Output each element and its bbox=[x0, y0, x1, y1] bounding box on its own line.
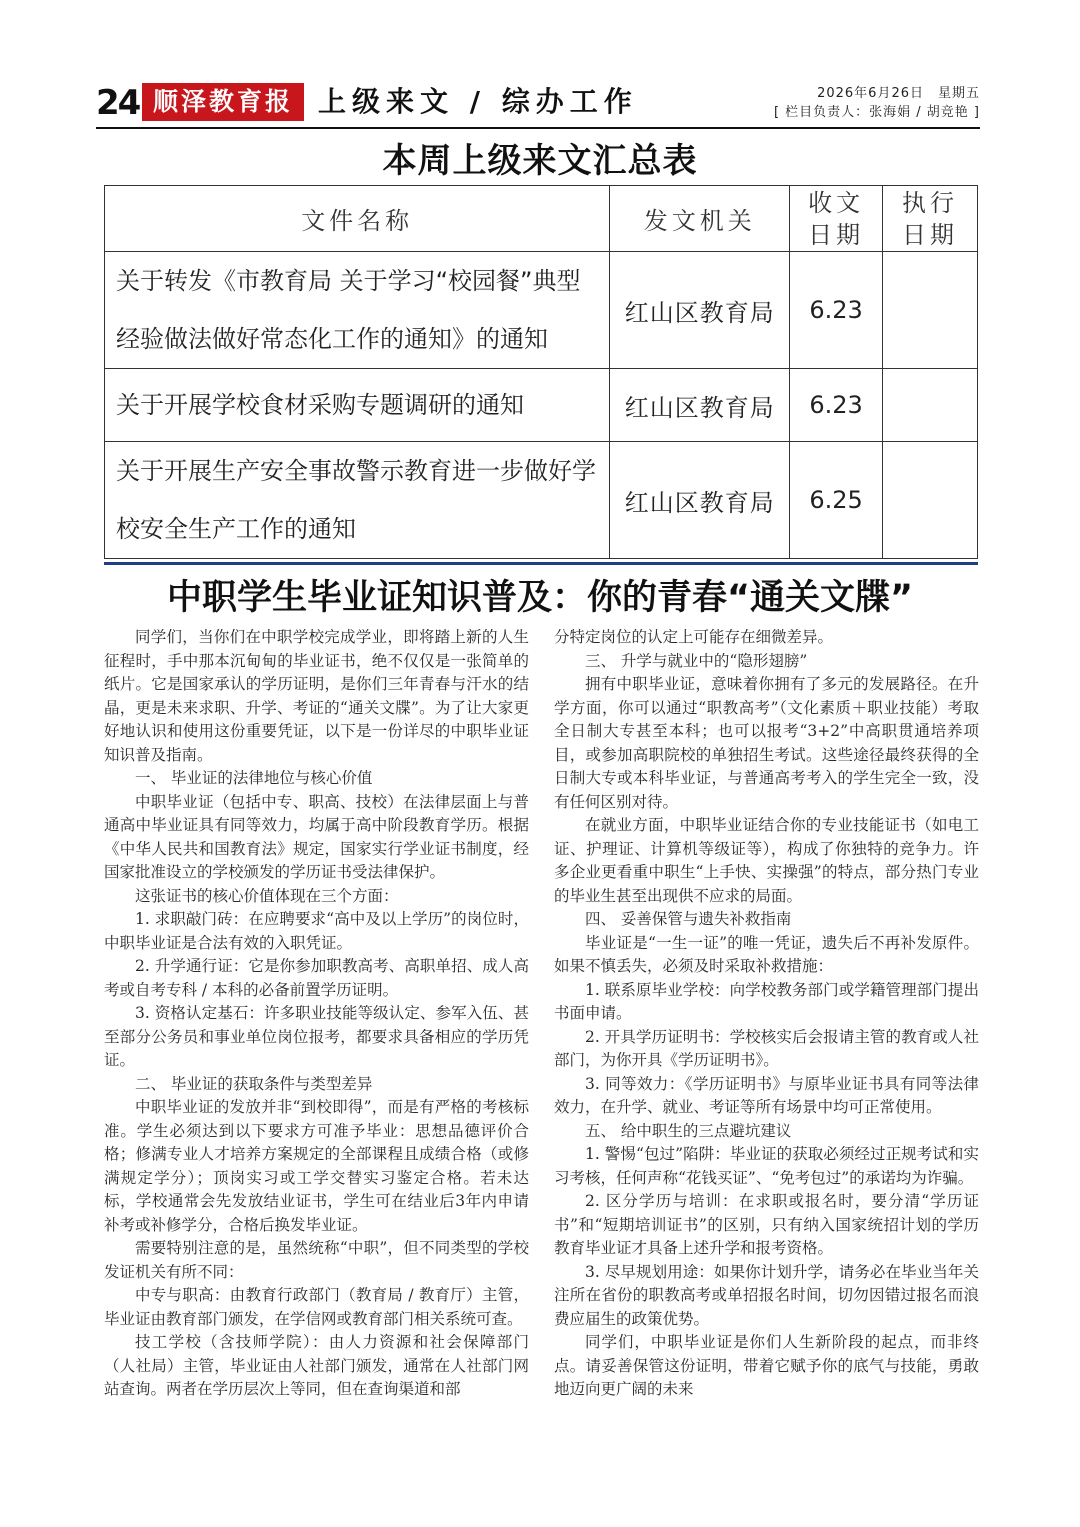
article-paragraph: 中专与职高：由教育行政部门（教育局 / 教育厅）主管，毕业证由教育部门颁发，在学信网或教育部门相关系统可查。 bbox=[104, 1286, 529, 1328]
article-paragraph: 同学们，当你们在中职学校完成学业，即将踏上新的人生征程时，手中那本沉甸甸的毕业证书，绝不仅仅是一张简单的纸片。它是国家承认的学历证明，是你们三年青春与汗水的结晶，更是未来求职、升学、考证的“通关文牒”。为了让大家更好地认识和使用这份重要凭证，以下是一份详尽的中职毕业证知识普及指南。 bbox=[104, 628, 529, 764]
document-name: 关于开展学校食材采购专题调研的通知 bbox=[105, 369, 610, 442]
section-heading: 四、 妥善保管与遗失补救指南 bbox=[585, 910, 792, 928]
article-paragraph: 需要特别注意的是，虽然统称“中职”，但不同类型的学校发证机关有所不同： bbox=[104, 1239, 529, 1281]
table-row bbox=[105, 369, 978, 442]
article-paragraph: 中职毕业证的发放并非“到校即得”，而是有严格的考核标准。学生必须达到以下要求方可准予毕业：思想品德评价合格；修满专业人才培养方案规定的全部课程且成绩合格（或修满规定学分）；顶岗实习或工学交替实习鉴定合格。若未达标，学校通常会先发放结业证书，学生可在结业后3年内申请补考或补修学分，合格后换发毕业证。 bbox=[104, 1098, 529, 1234]
list-item: 1. 警惕“包过”陷阱：毕业证的获取必须经过正规考试和实习考核，任何声称“花钱买证”、“免考包过”的承诺均为诈骗。 bbox=[554, 1145, 979, 1187]
article-paragraph: 在就业方面，中职毕业证结合你的专业技能证书（如电工证、护理证、计算机等级证等），构成了你独特的竞争力。许多企业更看重中职生“上手快、实操强”的特点，部分热门专业的毕业生甚至出现供不应求的局面。 bbox=[554, 816, 979, 905]
document-name: 关于开展生产安全事故警示教育进一步做好学校安全生产工作的通知 bbox=[105, 442, 610, 559]
article-paragraph: 分特定岗位的认定上可能存在细微差异。 bbox=[554, 628, 834, 646]
page-number: 24 bbox=[96, 83, 140, 123]
article-paragraph: 拥有中职毕业证，意味着你拥有了多元的发展路径。在升学方面，你可以通过“职教高考”（文化素质＋职业技能）考取全日制大专甚至本科；也可以报考“3+2”中高职贯通培养项目，或参加高职院校的单独招生考试。这些途径最终获得的全日制大专或本科毕业证，与普通高考考入的学生完全一致，没有任何区别对待。 bbox=[554, 675, 979, 811]
table-row bbox=[105, 442, 978, 559]
table-title: 本周上级来文汇总表 bbox=[382, 141, 698, 181]
article-paragraph: 中职毕业证（包括中专、职高、技校）在法律层面上与普通高中毕业证具有同等效力，均属于高中阶段教育学历。根据《中华人民共和国教育法》规定，国家实行学业证书制度，经国家批准设立的学校颁发的学历证书受法律保护。 bbox=[104, 792, 529, 881]
header-issuer: 发文机关 bbox=[610, 186, 790, 252]
list-item: 3. 同等效力：《学历证明书》与原毕业证书具有同等法律效力，在升学、就业、考证等所有场景中均可正常使用。 bbox=[554, 1074, 979, 1116]
document-issuer: 红山区教育局 bbox=[610, 369, 790, 442]
received-date: 6.23 bbox=[790, 369, 883, 442]
execution-date bbox=[883, 369, 978, 442]
list-item: 2. 区分学历与培训：在求职或报名时，要分清“学历证书”和“短期培训证书”的区别，只有纳入国家统招计划的学历教育毕业证才具备上述升学和报考资格。 bbox=[554, 1192, 979, 1257]
newspaper-logo: 顺泽教育报 bbox=[142, 83, 304, 121]
article-paragraph: 这张证书的核心价值体现在三个方面： bbox=[135, 886, 399, 905]
execution-date bbox=[883, 442, 978, 559]
article-paragraph: 同学们，中职毕业证是你们人生新阶段的起点，而非终点。请妥善保管这份证明，带着它赋予你的底气与技能，勇敢地迈向更广阔的未来 bbox=[554, 1333, 979, 1398]
article-paragraph: 毕业证是“一生一证”的唯一凭证，遗失后不再补发原件。如果不慎丢失，必须及时采取补救措施： bbox=[554, 933, 979, 975]
issue-meta bbox=[774, 84, 980, 122]
document-issuer: 红山区教育局 bbox=[610, 252, 790, 369]
list-item: 1. 求职敲门砖：在应聘要求“高中及以上学历”的岗位时，中职毕业证是合法有效的入职凭证。 bbox=[104, 910, 529, 952]
section-heading: 五、 给中职生的三点避坑建议 bbox=[585, 1121, 792, 1140]
documents-table bbox=[104, 185, 978, 559]
issue-date: 2026年6月26日 星期五 bbox=[817, 86, 980, 101]
article-divider bbox=[104, 562, 978, 565]
section-heading: 三、 升学与就业中的“隐形翅膀” bbox=[585, 651, 808, 670]
section-heading: 一、 毕业证的法律地位与核心价值 bbox=[135, 769, 373, 787]
list-item: 3. 尽早规划用途：如果你计划升学，请务必在毕业当年关注所在省份的职教高考或单招报名时间，切勿因错过报名而浪费应届生的政策优势。 bbox=[554, 1262, 979, 1328]
list-item: 2. 开具学历证明书：学校核实后会报请主管的教育或人社部门，为你开具《学历证明书》。 bbox=[554, 1027, 979, 1069]
list-item: 1. 联系原毕业学校：向学校教务部门或学籍管理部门提出书面申请。 bbox=[554, 980, 979, 1022]
section-title: 上级来文 / 综办工作 bbox=[318, 85, 638, 118]
article-headline: 中职学生毕业证知识普及：你的青春“通关文牒” bbox=[166, 578, 913, 618]
table-row bbox=[105, 252, 978, 369]
table-header-row bbox=[105, 186, 978, 252]
masthead bbox=[96, 82, 980, 124]
list-item: 2. 升学通行证：它是你参加职教高考、高职单招、成人高考或自考专科 / 本科的必备前置学历证明。 bbox=[104, 957, 529, 999]
execution-date bbox=[883, 252, 978, 369]
section-heading: 二、 毕业证的获取条件与类型差异 bbox=[135, 1074, 373, 1093]
received-date: 6.25 bbox=[790, 442, 883, 559]
column-editors: [ 栏目负责人：张海娟 / 胡竞艳 ] bbox=[773, 105, 980, 120]
article-column-right bbox=[554, 626, 979, 1402]
header-name: 文件名称 bbox=[105, 186, 610, 252]
article-column-left bbox=[104, 626, 529, 1402]
header-executed: 执行 日期 bbox=[883, 186, 978, 252]
header-divider bbox=[96, 127, 980, 129]
document-issuer: 红山区教育局 bbox=[610, 442, 790, 559]
received-date: 6.23 bbox=[790, 252, 883, 369]
list-item: 3. 资格认定基石：许多职业技能等级认定、参军入伍、甚至部分公务员和事业单位岗位报考，都要求具备相应的学历凭证。 bbox=[104, 1004, 529, 1069]
article-paragraph: 技工学校（含技师学院）：由人力资源和社会保障部门（人社局）主管，毕业证由人社部门颁发，通常在人社部门网站查询。两者在学历层次上等同，但在查询渠道和部 bbox=[104, 1333, 529, 1398]
header-received: 收文 日期 bbox=[790, 186, 883, 252]
document-name: 关于转发《市教育局 关于学习“校园餐”典型经验做法做好常态化工作的通知》的通知 bbox=[105, 252, 610, 369]
